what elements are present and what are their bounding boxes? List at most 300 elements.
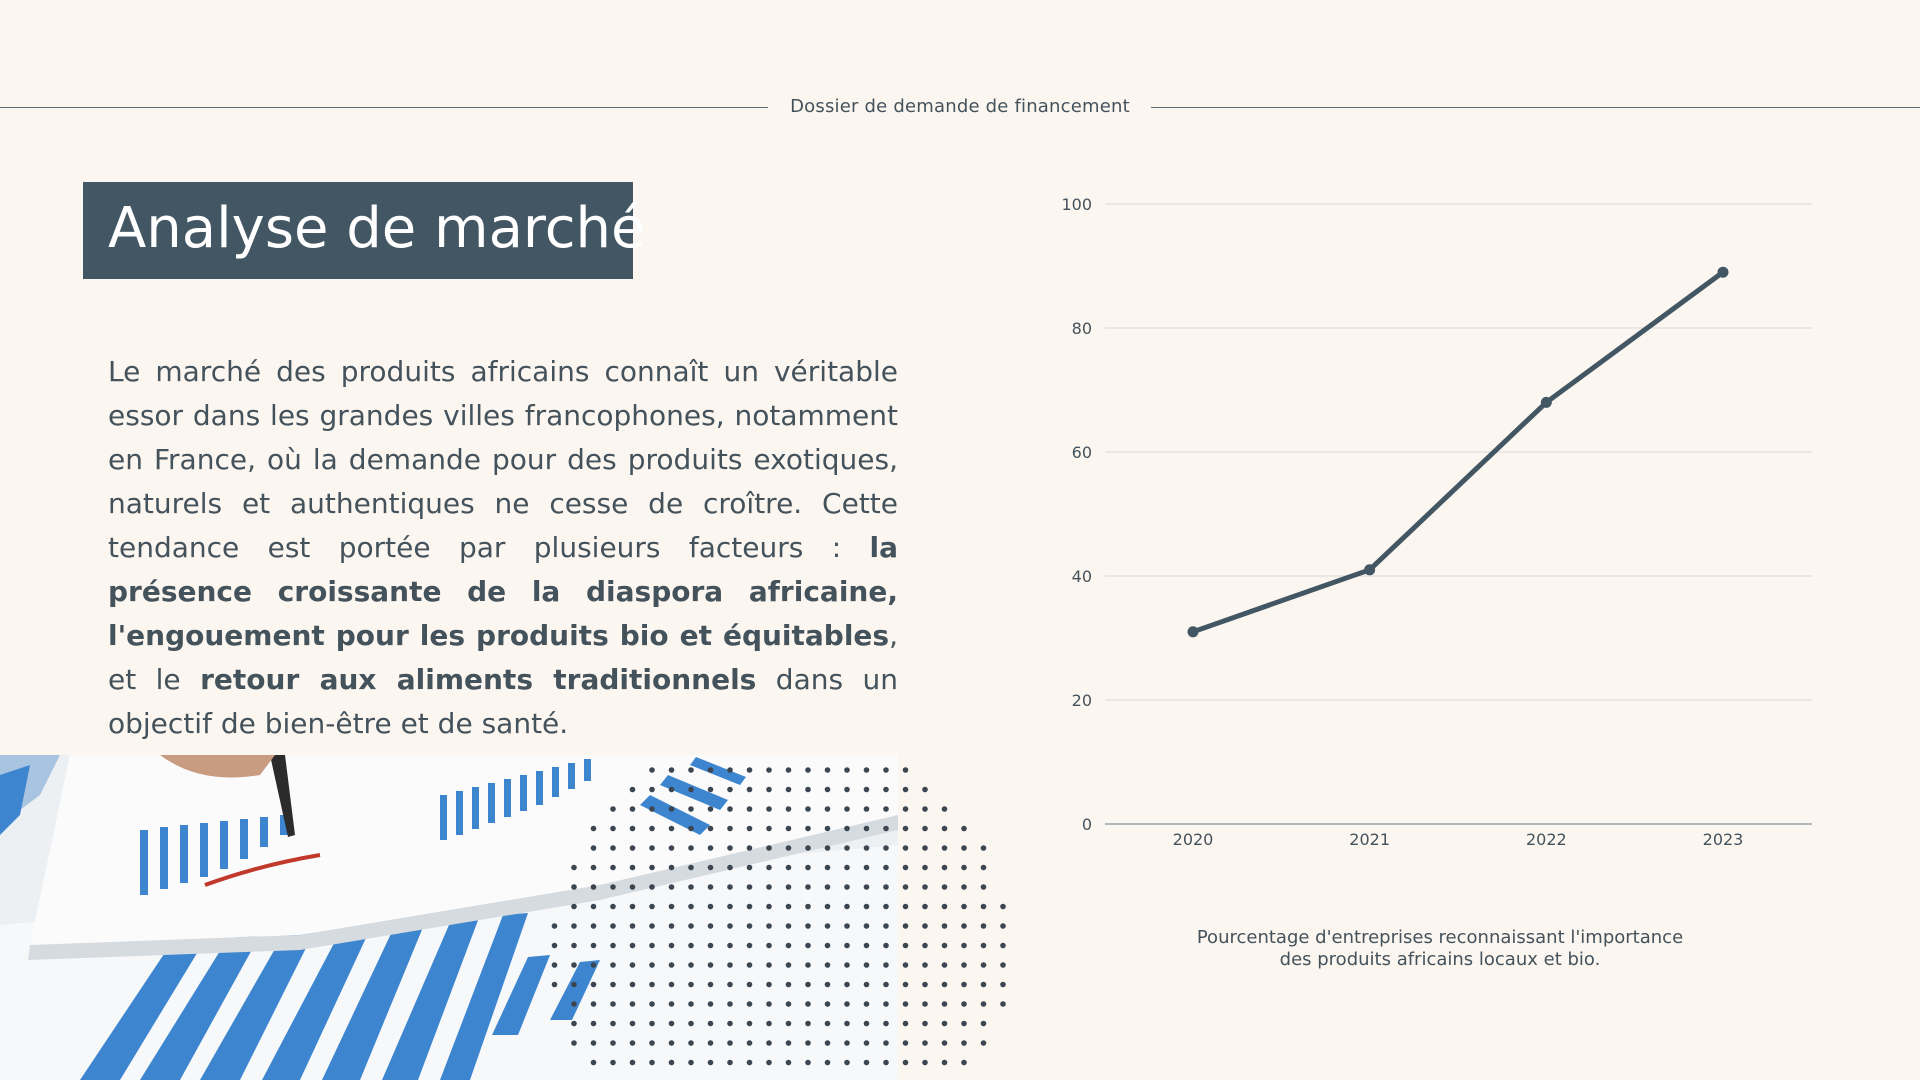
pattern-dot [825,826,831,832]
pattern-dot [805,1040,811,1046]
pattern-dot [825,904,831,910]
pattern-dot [591,962,597,968]
pattern-dot [630,923,636,929]
pattern-dot [922,904,928,910]
pattern-dot [922,1040,928,1046]
pattern-dot [922,943,928,949]
pattern-dot [708,1001,714,1007]
pattern-dot [903,806,909,812]
pattern-dot [591,826,597,832]
pattern-dot [630,962,636,968]
pattern-dot [610,826,616,832]
data-point [1364,564,1375,575]
pattern-dot [552,923,558,929]
pattern-dot [903,923,909,929]
pattern-dot [805,787,811,793]
pattern-dot [961,845,967,851]
pattern-dot [649,884,655,890]
pattern-dot [844,787,850,793]
pattern-dot [981,904,987,910]
pattern-dot [922,806,928,812]
pattern-dot [766,1021,772,1027]
pattern-dot [903,943,909,949]
pattern-dot [864,1021,870,1027]
pattern-dot [766,904,772,910]
pattern-dot [727,787,733,793]
pattern-dot [708,806,714,812]
pattern-dot [961,884,967,890]
pattern-dot [669,1060,675,1066]
pattern-dot [688,923,694,929]
data-point [1718,267,1729,278]
pattern-dot [669,962,675,968]
pattern-dot [864,845,870,851]
pattern-dot [844,904,850,910]
pattern-dot [883,1001,889,1007]
pattern-dot [942,826,948,832]
pattern-dot [844,982,850,988]
pattern-dot [649,806,655,812]
pattern-dot [825,806,831,812]
pattern-dot [591,1021,597,1027]
pattern-dot [922,1001,928,1007]
pattern-dot [688,865,694,871]
pattern-dot [727,767,733,773]
x-tick-label: 2020 [1172,830,1214,849]
pattern-dot [591,845,597,851]
pattern-dot [942,806,948,812]
pattern-dot [805,1060,811,1066]
pattern-dot [708,904,714,910]
pattern-dot [883,767,889,773]
pattern-dot [825,962,831,968]
pattern-dot [747,904,753,910]
pattern-dot [610,845,616,851]
pattern-dot [649,1040,655,1046]
pattern-dot [591,1060,597,1066]
pattern-dot [805,904,811,910]
pattern-dot [942,865,948,871]
pattern-dot [766,787,772,793]
pattern-dot [688,826,694,832]
pattern-dot [610,1021,616,1027]
pattern-dot [786,1021,792,1027]
pattern-dot [747,787,753,793]
pattern-dot [844,923,850,929]
pattern-dot [805,884,811,890]
pattern-dot [864,923,870,929]
pattern-dot [961,1060,967,1066]
paragraph-bold-2: retour aux aliments traditionnels [200,663,757,696]
pattern-dot [903,1021,909,1027]
pattern-dot [747,806,753,812]
pattern-dot [747,884,753,890]
pattern-dot [942,1060,948,1066]
pattern-dot [922,845,928,851]
header-rule-left [0,107,768,108]
pattern-dot [649,904,655,910]
pattern-dot [864,884,870,890]
pattern-dot [571,943,577,949]
pattern-dot [864,806,870,812]
pattern-dot [786,1040,792,1046]
pattern-dot [708,923,714,929]
pattern-dot [942,884,948,890]
pattern-dot [981,962,987,968]
pattern-dot [630,982,636,988]
pattern-dot [805,826,811,832]
pattern-dot [864,982,870,988]
pattern-dot [747,1021,753,1027]
pattern-dot [1000,982,1006,988]
pattern-dot [825,923,831,929]
pattern-dot [825,982,831,988]
pattern-dot [727,865,733,871]
pattern-dot [747,1060,753,1066]
pattern-dot [727,1040,733,1046]
pattern-dot [805,767,811,773]
pattern-dot [630,904,636,910]
pattern-dot [630,943,636,949]
pattern-dot [903,1040,909,1046]
pattern-dot [630,884,636,890]
pattern-dot [610,806,616,812]
pattern-dot [961,904,967,910]
pattern-dot [708,865,714,871]
pattern-dot [883,982,889,988]
pattern-dot [903,1060,909,1066]
pattern-dot [825,767,831,773]
pattern-dot [825,1021,831,1027]
pattern-dot [786,943,792,949]
pattern-dot [649,787,655,793]
pattern-dot [727,962,733,968]
pattern-dot [688,1001,694,1007]
pattern-dot [961,865,967,871]
pattern-dot [903,787,909,793]
pattern-dot [844,1060,850,1066]
paragraph-bold-1: la présence croissante de la diaspora africaine, l'engouement pour les produits bio et équitables [108,531,898,652]
pattern-dot [922,1060,928,1066]
pattern-dot [571,904,577,910]
y-tick-label: 80 [1071,319,1092,338]
data-point [1188,626,1199,637]
pattern-dot [747,982,753,988]
pattern-dot [903,1001,909,1007]
pattern-dot [864,904,870,910]
pattern-dot [630,845,636,851]
pattern-dot [844,943,850,949]
pattern-dot [961,1001,967,1007]
x-tick-label: 2022 [1525,830,1567,849]
pattern-dot [786,962,792,968]
pattern-dot [844,865,850,871]
pattern-dot [708,1021,714,1027]
pattern-dot [864,767,870,773]
pattern-dot [864,865,870,871]
pattern-dot [766,884,772,890]
chart-caption-line-1: Pourcentage d'entreprises reconnaissant l'importance [1196,927,1684,948]
pattern-dot [903,982,909,988]
pattern-dot [688,904,694,910]
pattern-dot [942,845,948,851]
pattern-dot [903,845,909,851]
pattern-dot [883,943,889,949]
pattern-dot [981,865,987,871]
paragraph-text-3: dans un objectif de bien-être et de santé. [108,663,899,740]
pattern-dot [610,1060,616,1066]
pattern-dot [922,865,928,871]
pattern-dot [883,1060,889,1066]
pattern-dot [942,904,948,910]
pattern-dot [591,943,597,949]
pattern-dot [649,845,655,851]
pattern-dot [649,962,655,968]
pattern-dot [844,767,850,773]
pattern-dot [942,1001,948,1007]
pattern-dot [1000,962,1006,968]
pattern-dot [786,923,792,929]
pattern-dot [649,767,655,773]
pattern-dot [649,943,655,949]
pattern-dot [669,943,675,949]
pattern-dot [630,865,636,871]
pattern-dot [903,904,909,910]
x-tick-label: 2023 [1702,830,1744,849]
pattern-dot [922,982,928,988]
pattern-dot [727,904,733,910]
pattern-dot [552,943,558,949]
pattern-dot [630,1060,636,1066]
pattern-dot [883,1021,889,1027]
pattern-dot [825,1001,831,1007]
pattern-dot [883,806,889,812]
paragraph-text-2: , et le [108,619,898,696]
pattern-dot [864,1060,870,1066]
pattern-dot [747,865,753,871]
pattern-dot [708,845,714,851]
pattern-dot [786,767,792,773]
pattern-dot [883,787,889,793]
pattern-dot [903,962,909,968]
pattern-dot [981,845,987,851]
y-tick-label: 0 [1081,815,1092,834]
pattern-dot [864,943,870,949]
pattern-dot [552,962,558,968]
pattern-dot [981,943,987,949]
pattern-dot [708,982,714,988]
pattern-dot [805,923,811,929]
pattern-dot [844,806,850,812]
pattern-dot [708,1040,714,1046]
pattern-dot [591,865,597,871]
pattern-dot [864,787,870,793]
pattern-dot [805,982,811,988]
pattern-dot [864,826,870,832]
pattern-dot [649,982,655,988]
pattern-dot [708,884,714,890]
pattern-dot [766,1040,772,1046]
pattern-dot [571,923,577,929]
pattern-dot [747,826,753,832]
pattern-dot [630,1040,636,1046]
pattern-dot [688,982,694,988]
pattern-dot [766,767,772,773]
pattern-dot [649,826,655,832]
pattern-dot [669,806,675,812]
pattern-dot [688,806,694,812]
pattern-dot [552,982,558,988]
pattern-dot [981,923,987,929]
pattern-dot [883,962,889,968]
pattern-dot [688,1040,694,1046]
pattern-dot [864,1040,870,1046]
pattern-dot [825,1060,831,1066]
pattern-dot [981,1021,987,1027]
pattern-dot [844,962,850,968]
pattern-dot [883,865,889,871]
pattern-dot [844,845,850,851]
pattern-dot [766,962,772,968]
pattern-dot [883,904,889,910]
pattern-dot [610,962,616,968]
pattern-dot [571,884,577,890]
pattern-dot [727,806,733,812]
pattern-dot [805,1001,811,1007]
pattern-dot [727,982,733,988]
chart-caption [1160,927,1720,971]
pattern-dot [727,923,733,929]
pattern-dot [961,943,967,949]
pattern-dot [922,826,928,832]
pattern-dot [942,943,948,949]
pattern-dot [864,962,870,968]
data-point [1541,397,1552,408]
pattern-dot [1000,1001,1006,1007]
pattern-dot [591,923,597,929]
pattern-dot [922,787,928,793]
pattern-dot [669,845,675,851]
x-tick-label: 2021 [1349,830,1391,849]
pattern-dot [610,1040,616,1046]
pattern-dot [961,982,967,988]
pattern-dot [825,865,831,871]
pattern-dot [669,1021,675,1027]
pattern-dot [747,845,753,851]
pattern-dot [805,962,811,968]
pattern-dot [747,1001,753,1007]
pattern-dot [786,787,792,793]
pattern-dot [571,982,577,988]
pattern-dot [649,1021,655,1027]
pattern-dot [981,884,987,890]
pattern-dot [669,904,675,910]
pattern-dot [688,767,694,773]
pattern-dot [825,1040,831,1046]
pattern-dot [766,943,772,949]
pattern-dot [981,982,987,988]
pattern-dot [708,787,714,793]
pattern-dot [1000,943,1006,949]
pattern-dot [766,806,772,812]
pattern-dot [727,845,733,851]
pattern-dot [922,884,928,890]
pattern-dot [688,962,694,968]
pattern-dot [942,1040,948,1046]
pattern-dot [630,1001,636,1007]
pattern-dot [786,845,792,851]
header-label: Dossier de demande de financement [790,96,1130,117]
y-tick-label: 60 [1071,443,1092,462]
pattern-dot [805,806,811,812]
pattern-dot [903,767,909,773]
pattern-dot [747,962,753,968]
pattern-dot [786,982,792,988]
pattern-dot [825,787,831,793]
pattern-dot [630,787,636,793]
pattern-dot [766,865,772,871]
pattern-dot [1000,904,1006,910]
page-title: Analyse de marché [108,196,646,261]
pattern-dot [766,1001,772,1007]
pattern-dot [903,865,909,871]
pattern-dot [786,806,792,812]
pattern-dot [610,1001,616,1007]
pattern-dot [961,962,967,968]
pattern-dot [844,826,850,832]
pattern-dot [669,826,675,832]
pattern-dot [981,1040,987,1046]
pattern-dot [727,1021,733,1027]
pattern-dot [688,787,694,793]
pattern-dot [922,962,928,968]
pattern-dot [669,923,675,929]
pattern-dot [571,1040,577,1046]
pattern-dot [669,1040,675,1046]
pattern-dot [922,923,928,929]
pattern-dot [727,826,733,832]
pattern-dot [747,943,753,949]
header-rule-right [1151,107,1920,108]
pattern-dot [942,982,948,988]
pattern-dot [591,1001,597,1007]
pattern-dot [571,1001,577,1007]
pattern-dot [610,884,616,890]
pattern-dot [571,962,577,968]
pattern-dot [571,1021,577,1027]
pattern-dot [786,904,792,910]
pattern-dot [591,982,597,988]
pattern-dot [610,923,616,929]
pattern-dot [961,1040,967,1046]
pattern-dot [825,943,831,949]
pattern-dot [610,982,616,988]
pattern-dot [844,1021,850,1027]
pattern-dot [883,1040,889,1046]
market-paragraph [108,350,898,746]
pattern-dot [942,962,948,968]
pattern-dot [688,884,694,890]
pattern-dot [630,806,636,812]
pattern-dot [805,943,811,949]
pattern-dot [864,1001,870,1007]
pattern-dot [961,923,967,929]
pattern-dot [825,845,831,851]
line-chart [1040,180,1840,860]
pattern-dot [669,767,675,773]
pattern-dot [766,982,772,988]
y-tick-label: 20 [1071,691,1092,710]
